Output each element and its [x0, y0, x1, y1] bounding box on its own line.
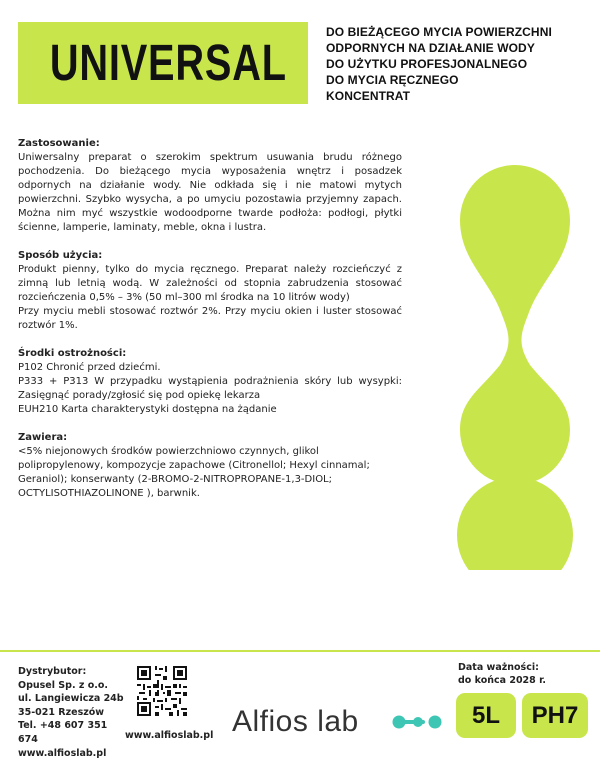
- usage-text: Produkt pienny, tylko do mycia ręcznego. Preparat należy rozcieńczyć z zimną lub letnią wodą. W zależności od stopnia zabrudzenia stosować rozcieńczenia 0,5% – 3% (50 ml–300 ml środka na 10 litrów wody): [18, 264, 402, 303]
- footer-divider: [0, 650, 600, 652]
- subtitle-line: DO BIEŻĄCEGO MYCIA POWIERZCHNI: [326, 25, 552, 39]
- contents-text: <5% niejonowych środków powierzchniowo czynnych, glikol polipropylenowy, kompozycje zapachowe (Citronellol; Hexyl cinnamal; Geraniol); konserwanty (2-BROMO-2-NITROPROPANE-1,3-DIOL; OCTYLISOTHIAZOLINONE ), barwnik.: [18, 446, 370, 499]
- subtitle-line: KONCENTRAT: [326, 89, 411, 103]
- volume-badge: 5L: [456, 693, 516, 738]
- expiry-label: Data ważności:: [458, 662, 539, 673]
- qr-website-link[interactable]: www.alfioslab.pl: [125, 730, 214, 741]
- expiry-info: [458, 661, 598, 687]
- application-section: [18, 137, 402, 235]
- product-subtitle: [326, 24, 596, 104]
- distributor-company: Opusel Sp. z o.o.: [18, 679, 108, 691]
- precautions-section: [18, 347, 402, 417]
- precaution-line: P333 + P313 W przypadku wystąpienia podrażnienia skóry lub wysypki: Zasięgnąć porady/zgłosić się pod opiekę lekarza: [18, 376, 402, 401]
- distributor-info: [18, 665, 128, 760]
- subtitle-line: ODPORNYCH NA DZIAŁANIE WODY: [326, 41, 535, 55]
- logo-dots-icon: [391, 713, 443, 731]
- hourglass-drop-shape: [460, 165, 570, 485]
- contents-heading: Zawiera:: [18, 432, 68, 443]
- precaution-line: P102 Chronić przed dziećmi.: [18, 362, 161, 373]
- expiry-value: do końca 2028 r.: [458, 675, 547, 686]
- distributor-street: ul. Langiewicza 24b: [18, 693, 124, 705]
- application-text: Uniwersalny preparat o szerokim spektrum usuwania brudu różnego pochodzenia. Do bieżącego mycia wyposażenia wnętrz i posadzek odpornych na działanie wody. Nie odkłada się i nie matowi mytych powierzchni. Szybko wysycha, a po umyciu pozostawia przyjemny zapach. Można nim myć wszystkie wodoodporne twarde podłoża: podłogi, płytki ścienne, lamperie, laminaty, meble, okna i lustra.: [18, 152, 402, 233]
- application-heading: Zastosowanie:: [18, 138, 100, 149]
- precautions-heading: Środki ostrożności:: [18, 348, 127, 359]
- qr-code-icon[interactable]: [137, 666, 187, 716]
- usage-section: [18, 249, 402, 333]
- decorative-drop-graphic: [440, 150, 590, 570]
- precaution-line: EUH210 Karta charakterystyki dostępna na żądanie: [18, 404, 277, 415]
- dot-circle: [457, 477, 573, 570]
- ph-badge: PH7: [522, 693, 588, 738]
- title-banner: [18, 22, 308, 104]
- distributor-website[interactable]: www.alfioslab.pl: [18, 747, 107, 759]
- subtitle-line: DO UŻYTKU PROFESJONALNEGO: [326, 57, 528, 71]
- contents-section: [18, 431, 402, 501]
- subtitle-line: DO MYCIA RĘCZNEGO: [326, 73, 459, 87]
- distributor-city: 35-021 Rzeszów: [18, 706, 105, 718]
- label-body: [18, 137, 402, 515]
- distributor-phone: Tel. +48 607 351 674: [18, 720, 108, 745]
- usage-heading: Sposób użycia:: [18, 250, 103, 261]
- product-title: UNIVERSAL: [49, 34, 287, 91]
- usage-text-furniture: Przy myciu mebli stosować roztwór 2%. Przy myciu okien i luster stosować roztwór 1%.: [18, 306, 402, 331]
- distributor-label: Dystrybutor:: [18, 666, 87, 677]
- brand-logo-text: Alfios lab: [232, 705, 359, 738]
